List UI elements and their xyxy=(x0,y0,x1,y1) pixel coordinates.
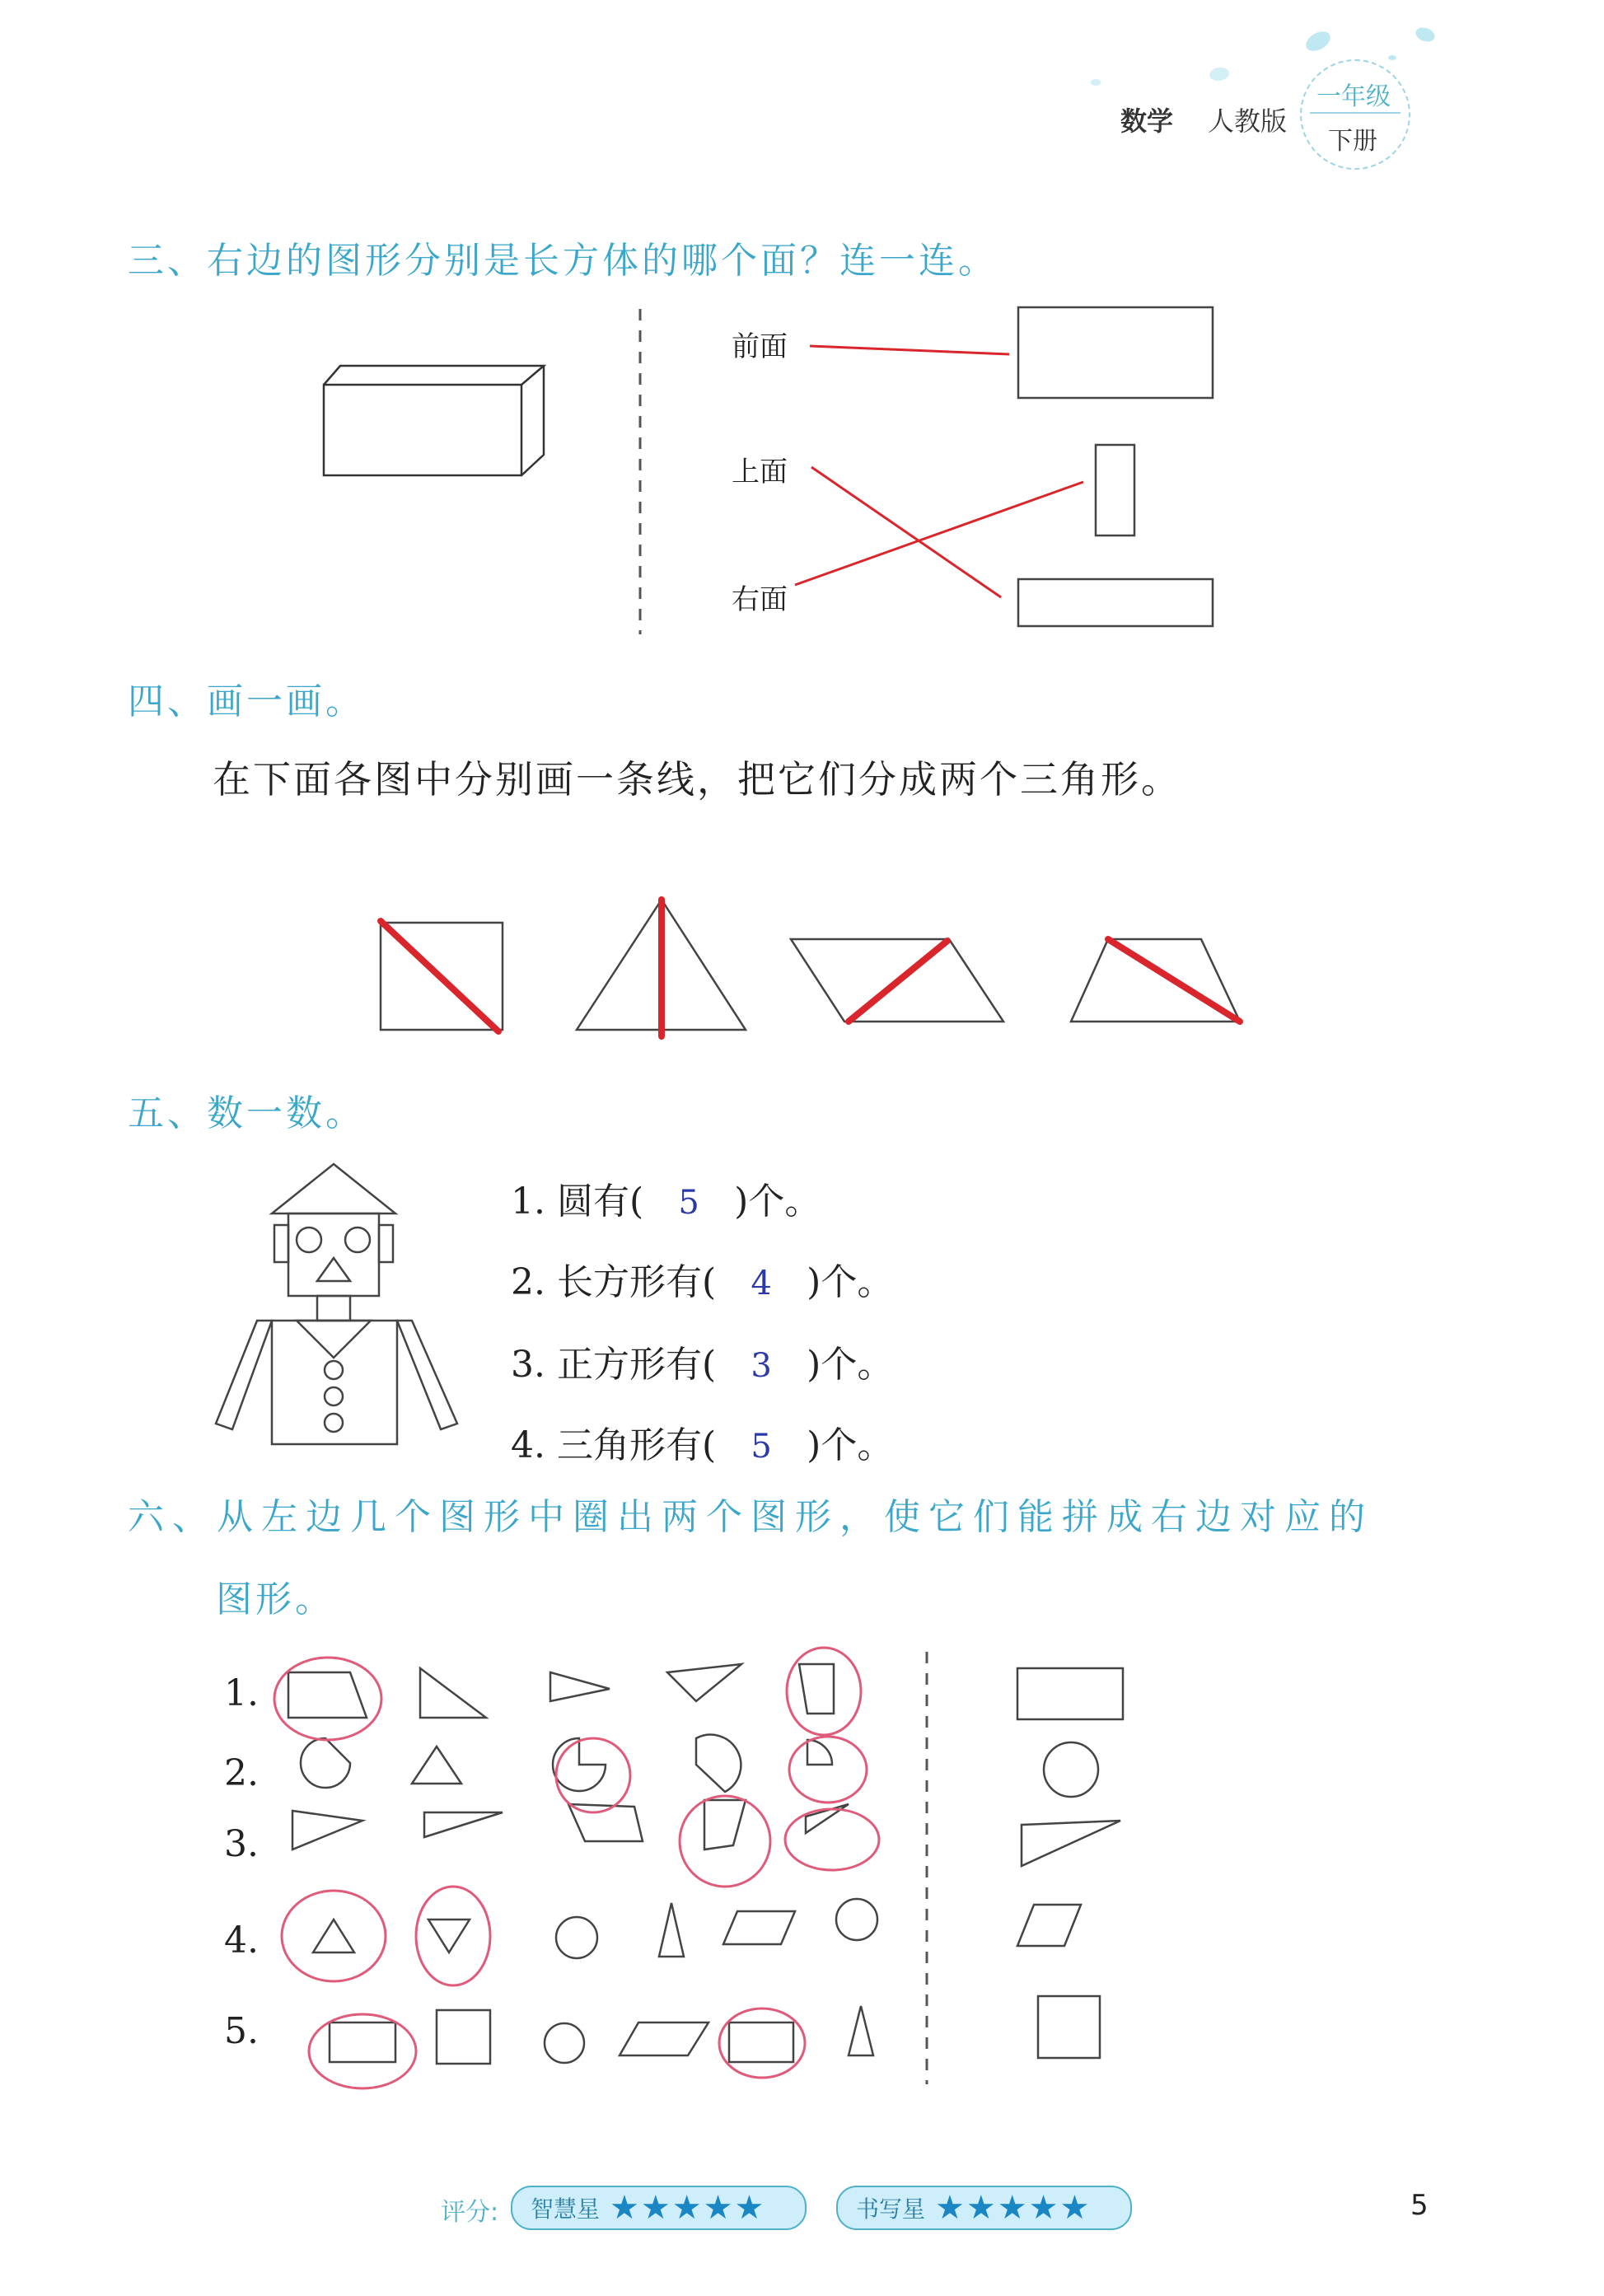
target-parallelogram xyxy=(1017,1905,1081,1946)
section-4-title: 四、画一画。 xyxy=(128,680,365,722)
header-edition: 人教版 xyxy=(1208,105,1288,137)
question-2-suffix: )个。 xyxy=(807,1261,894,1303)
question-1-number: 1. xyxy=(511,1181,545,1223)
target-circle xyxy=(1044,1742,1098,1797)
header-subject: 数学 xyxy=(1120,105,1174,137)
question-3-number: 3. xyxy=(511,1344,545,1386)
wisdom-star-label: 智慧星 xyxy=(531,2195,601,2223)
question-4-text: 三角形有( xyxy=(556,1424,717,1466)
section-5-title: 五、数一数。 xyxy=(128,1092,365,1134)
wisdom-star-rating[interactable] xyxy=(511,2186,807,2230)
question-3-suffix: )个。 xyxy=(807,1344,894,1386)
volume-label: 下册 xyxy=(1328,127,1377,156)
row-number-2: 2. xyxy=(224,1752,259,1794)
writing-stars-icon[interactable]: ★★★★★ xyxy=(935,2189,1092,2227)
target-rectangle xyxy=(1017,1668,1123,1719)
row-number-3: 3. xyxy=(224,1823,259,1865)
row-number-1: 1. xyxy=(224,1672,259,1714)
question-1-suffix: )个。 xyxy=(734,1181,821,1223)
row-number-4: 4. xyxy=(224,1920,259,1962)
writing-star-rating[interactable] xyxy=(836,2186,1132,2230)
wisdom-stars-icon[interactable]: ★★★★★ xyxy=(610,2189,766,2227)
section-3-title: 三、右边的图形分别是长方体的哪个面？连一连。 xyxy=(128,240,998,282)
page-number: 5 xyxy=(1410,2189,1429,2222)
question-4-number: 4. xyxy=(511,1424,545,1466)
label-front: 前面 xyxy=(732,330,788,363)
score-label: 评分: xyxy=(441,2198,499,2227)
label-top: 上面 xyxy=(732,456,788,489)
row-number-5: 5. xyxy=(224,2010,259,2052)
writing-star-label: 书写星 xyxy=(856,2195,926,2223)
target-triangle xyxy=(1022,1821,1120,1866)
question-2-text: 长方形有( xyxy=(556,1261,717,1303)
target-square xyxy=(1038,1996,1100,2058)
question-4-answer[interactable]: 5 xyxy=(751,1428,772,1466)
grade-label: 一年级 xyxy=(1316,82,1391,111)
question-2-answer[interactable]: 4 xyxy=(751,1265,772,1302)
question-1-text: 圆有( xyxy=(556,1181,644,1223)
label-right: 右面 xyxy=(732,583,788,616)
section-6-title-line2: 图形。 xyxy=(216,1578,334,1620)
question-3-text: 正方形有( xyxy=(556,1344,717,1386)
section-6-title-line1: 六、从左边几个图形中圈出两个图形，使它们能拼成右边对应的 xyxy=(128,1496,1373,1538)
question-2-number: 2. xyxy=(511,1261,545,1303)
section-4-instruction: 在下面各图中分别画一条线，把它们分成两个三角形。 xyxy=(213,757,1181,802)
question-4-suffix: )个。 xyxy=(807,1424,894,1466)
question-1-answer[interactable]: 5 xyxy=(678,1184,699,1222)
question-3-answer[interactable]: 3 xyxy=(751,1347,772,1385)
